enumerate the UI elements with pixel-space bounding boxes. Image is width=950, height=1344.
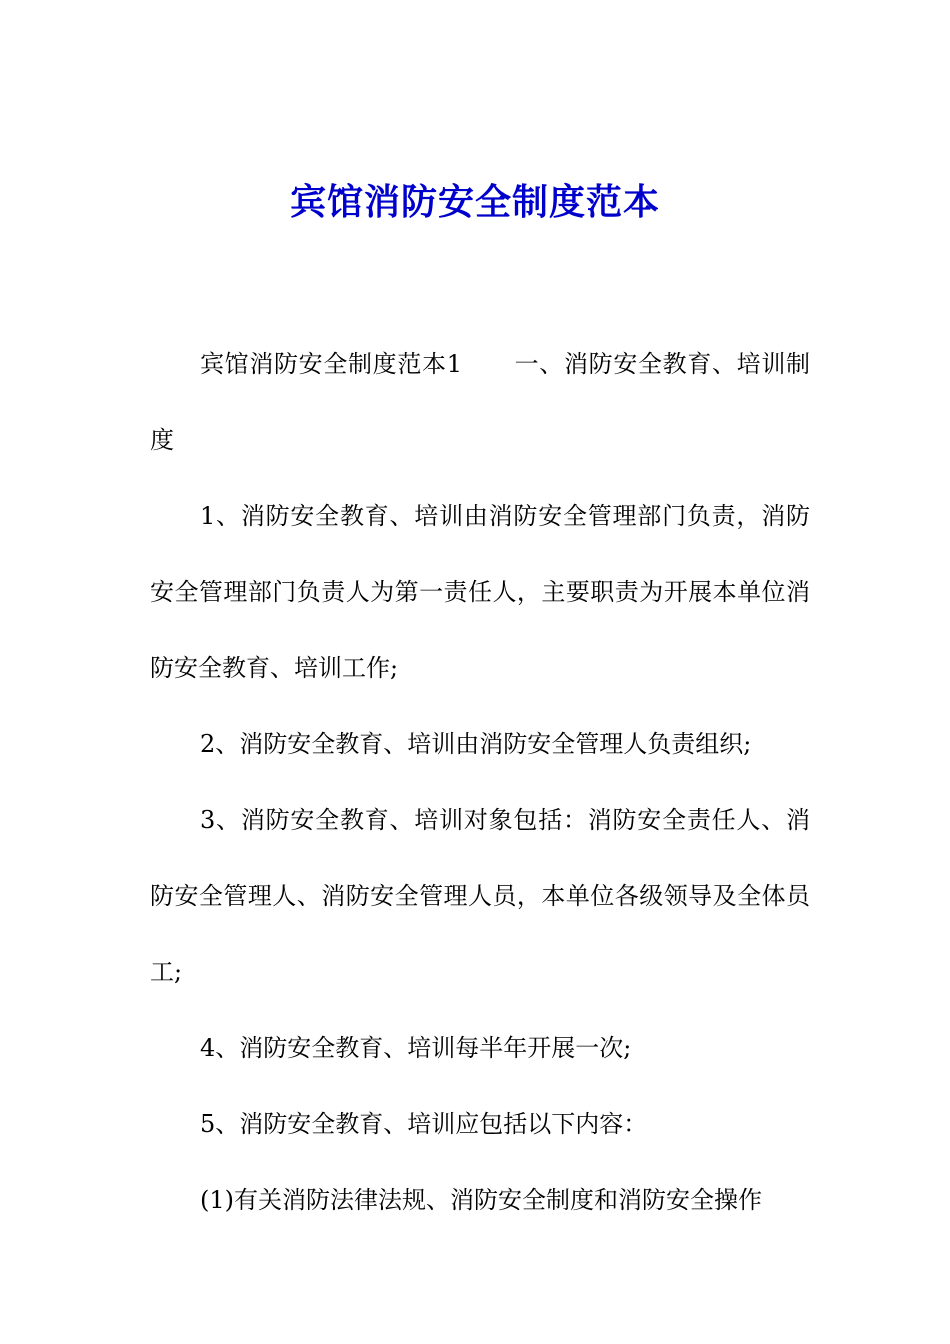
document-title: 宾馆消防安全制度范本 (289, 181, 660, 223)
paragraph-3: 3、消防安全教育、培训对象包括：消防安全责任人、消防安全管理人、消防安全管理人员，本单位各级领导及全体员工; (150, 806, 810, 986)
heading-paragraph (150, 326, 810, 478)
paragraph-4: 4、消防安全教育、培训每半年开展一次; (200, 1034, 632, 1062)
paragraph-6: (1)有关消防法律法规、消防安全制度和消防安全操作 (200, 1186, 762, 1214)
heading-prefix: 宾馆消防安全制度范本1 (200, 350, 462, 378)
paragraph-5: 5、消防安全教育、培训应包括以下内容： (200, 1110, 648, 1138)
heading-section: 一、消防安全教育、培训制度 (150, 350, 810, 454)
paragraph-2: 2、消防安全教育、培训由消防安全管理人负责组织; (200, 730, 752, 758)
paragraph-1: 1、消防安全教育、培训由消防安全管理部门负责，消防安全管理部门负责人为第一责任人，主要职责为开展本单位消防安全教育、培训工作; (150, 502, 810, 682)
document-body (150, 326, 810, 1238)
